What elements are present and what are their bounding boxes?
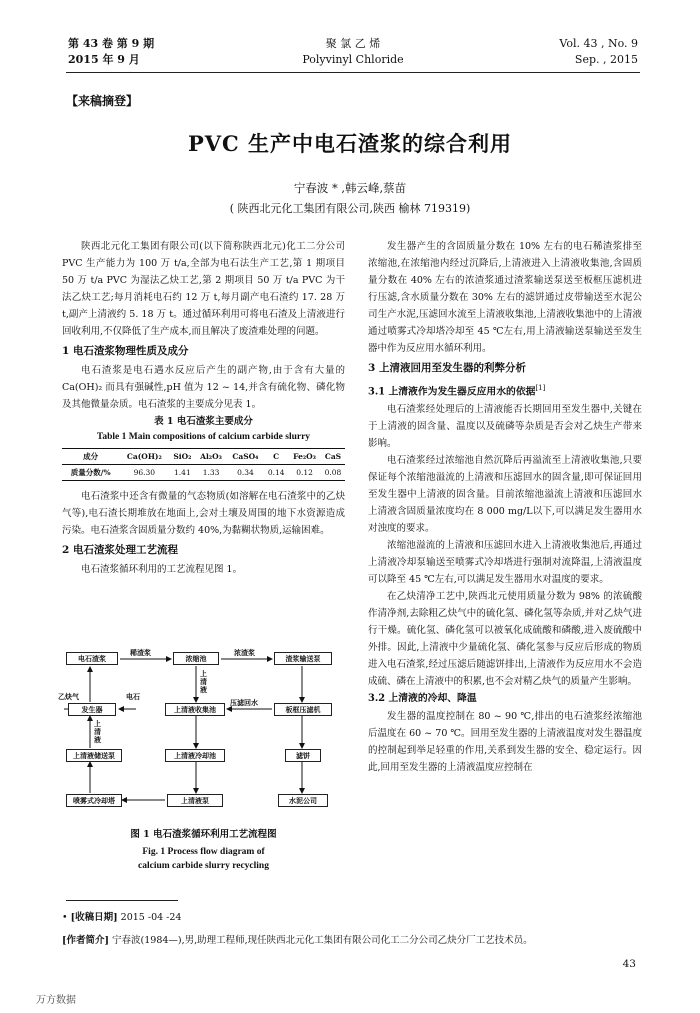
flow-box-filter-cake: 滤饼 <box>285 749 321 762</box>
footnote-rule <box>66 900 178 901</box>
table-cell: 96.30 <box>119 465 169 481</box>
received-date: 2015 -04 -24 <box>120 912 182 923</box>
flow-label-return: 上清液 <box>94 719 101 744</box>
process-flow-diagram <box>58 648 344 824</box>
article-category: 【来稿摘登】 <box>66 94 139 108</box>
right-paragraph-4: 浓缩池溢流的上清液和压滤回水进入上清液收集池后,再通过上清液冷却泵输送至喷雾式冷却塔进行强制对流降温,上清液温度可以降至 45 ℃左右,可以满足发生器用水对温度的要求。 <box>368 540 642 586</box>
footnote-received: • [收稿日期] 2015 -04 -24 <box>62 912 182 923</box>
flow-box-clear-pump: 上清液泵 <box>167 794 223 807</box>
table-header-cell: 成分 <box>62 449 119 465</box>
right-paragraph-3: 电石渣浆经过浓缩池自然沉降后再溢流至上清液收集池,只要保证每个浓缩池溢流的上清液和压滤回水的固含量,即可保证回用至发生器中上清液的固含量。目前浓缩池溢流上清液和压滤回水上清液含固质量浓度均在 8 000 mg/L以下,可以满足发生器用水对浊度的要求。 <box>368 455 642 535</box>
figure-1-caption-en-line-1: Fig. 1 Process flow diagram of <box>142 847 265 857</box>
table-header-cell: Ca(OH)₂ <box>119 449 169 465</box>
composition-table <box>62 448 345 481</box>
table-cell: 0.14 <box>264 465 288 481</box>
table-1-caption-cn: 表 1 电石渣浆主要成分 <box>154 416 253 427</box>
journal-name-cn: 聚 氯 乙 烯 <box>325 37 381 50</box>
flow-label-dilute: 稀渣浆 <box>130 648 151 657</box>
left-column <box>62 238 345 578</box>
section-1-heading: 1 电石渣浆物理性质及成分 <box>62 345 189 357</box>
flow-label-acetylene: 乙炔气 <box>58 692 79 701</box>
flow-box-slurry-pump: 渣浆输送泵 <box>274 652 332 665</box>
reference-marker: [1] <box>535 384 546 392</box>
footnote-author <box>62 933 533 948</box>
section-3-heading: 3 上清液回用至发生器的利弊分析 <box>368 362 526 374</box>
section-2-paragraph-1: 电石渣浆循环利用的工艺流程见图 1。 <box>81 564 243 575</box>
figure-1-caption-en <box>62 845 345 873</box>
page-number: 43 <box>622 958 636 970</box>
flow-label-press-return: 压滤回水 <box>230 698 258 707</box>
table-header-cell: Fe₂O₃ <box>288 449 321 465</box>
flow-box-generator: 发生器 <box>68 703 116 716</box>
section-1-paragraph-2: 电石渣浆中还含有微量的气态物质(如溶解在电石渣浆中的乙炔气等),电石渣长期堆放在地面上,会对土壤及周围的地下水资源造成污染。电石渣浆含固质量分数约 40%,为黏糊状物质,运输困难。 <box>62 491 345 536</box>
flow-box-slurry: 电石渣浆 <box>66 652 118 665</box>
table-header-cell: CaS <box>321 449 345 465</box>
journal-name-en: Polyvinyl Chloride <box>302 53 404 66</box>
section-3-1-heading <box>368 379 642 401</box>
table-cell: 1.33 <box>195 465 226 481</box>
table-cell: 0.12 <box>288 465 321 481</box>
volume-issue-en: Vol. 43 , No. 9 <box>559 37 638 50</box>
right-paragraph-1: 发生器产生的含固质量分数在 10% 左右的电石稀渣浆排至浓缩池,在浓缩池内经过沉降后,上清液进入上清液收集池,含固质量分数在 40% 左右的浓渣浆通过渣浆输送泵送至板框压滤机进行压滤,含水质量分数在 30% 左右的滤饼通过皮带输送至水泥公司生产水泥,压滤回水流至上清液收集池,上清液收集池中的上清液通过喷雾式冷却塔冷却至 45 ℃左右,用上清液输送泵输送至发生器中作为反应用水循环利用。 <box>368 241 642 354</box>
header-right <box>559 36 638 68</box>
right-column <box>368 238 642 776</box>
author-label: [作者简介] <box>62 935 109 946</box>
right-paragraph-6: 发生器的温度控制在 80 ~ 90 ℃,排出的电石渣浆经浓缩池后温度在 60 ~ 70 ℃。回用至发生器的上清液温度对发生器温度的控制起到举足轻重的作用,关系到发生器的安全、稳定运行。因此,回用至发生器的上清液温度应控制在 <box>368 711 642 774</box>
flow-box-clear-tank: 上清液储送泵 <box>66 749 122 762</box>
flow-box-cement-company: 水泥公司 <box>278 794 328 807</box>
table-row-label: 质量分数/% <box>62 465 119 481</box>
table-cell: 1.41 <box>169 465 195 481</box>
table-header-cell: SiO₂ <box>169 449 195 465</box>
section-2-heading: 2 电石渣浆处理工艺流程 <box>62 544 178 556</box>
article-title: PVC 生产中电石渣浆的综合利用 <box>187 131 513 156</box>
table-header-row <box>62 449 345 465</box>
watermark-text: 万方数据 <box>36 995 76 1006</box>
table-header-cell: C <box>264 449 288 465</box>
flow-label-overflow: 上清液 <box>200 669 207 694</box>
table-cell: 0.08 <box>321 465 345 481</box>
flow-label-thick: 浓渣浆 <box>234 648 255 657</box>
header-rule <box>66 72 640 73</box>
table-1-caption-en: Table 1 Main compositions of calcium carbide slurry <box>96 432 311 442</box>
right-paragraph-5: 在乙炔清净工艺中,陕西北元使用质量分数为 98% 的浓硫酸作清净剂,去除粗乙炔气中的硫化氢、磷化氢等杂质,并对乙炔气进行干燥。硫化氢、磷化氢可以被氧化成硫酸和磷酸,进入废硫酸中外排。因此,上清液中少量硫化氢、磷化氢参与反应后形成的物质进入电石渣浆,经过压滤后随滤饼排出,上清液作为反应用水不会造成硫、磷在上清液中的积累,也不会对精乙炔气的质量产生影响。 <box>368 591 642 688</box>
flow-box-spray-tower: 喷雾式冷却塔 <box>66 794 122 807</box>
issue-date-en: Sep. , 2015 <box>574 53 638 66</box>
article-affiliation: ( 陕西北元化工集团有限公司,陕西 榆林 719319) <box>229 202 471 215</box>
right-paragraph-2: 电石渣浆经处理后的上清液能否长期回用至发生器中,关键在于上清液的固含量、温度以及硫磷等杂质是否会对乙炔生产带来影响。 <box>368 404 642 450</box>
flow-box-thickener: 浓缩池 <box>173 652 219 665</box>
header-center <box>68 36 638 68</box>
intro-paragraph: 陕西北元化工集团有限公司(以下简称陕西北元)化工二分公司 PVC 生产能力为 100 万 t/a,全部为电石法生产工艺,第 1 期项目 50 万 t/a PVC 为湿法乙炔工艺,第 2 期项目 50 万 t/a PVC 为干法乙炔工艺;每月消耗电石约 12 万 t,每月副产电石渣约 17. 28 万 t,副产上清液约 5. 18 万 t。通过循环利用可将电石渣及上清液进行回收利用,不仅降低了生产成本,而且解决了废渣难处理的问题。 <box>62 241 345 337</box>
table-cell: 0.34 <box>227 465 264 481</box>
table-row <box>62 465 345 481</box>
author-bio: 宁春波(1984—),男,助理工程师,现任陕西北元化工集团有限公司化工二分公司乙炔分厂工艺技术员。 <box>112 935 533 946</box>
section-3-2-heading: 3.2 上清液的冷却、降温 <box>368 693 477 705</box>
flow-box-cooling-pool: 上清液冷却池 <box>165 749 225 762</box>
volume-issue: 第 43 卷 第 9 期 <box>68 37 155 50</box>
table-header-cell: Al₂O₃ <box>195 449 226 465</box>
issue-date: 2015 年 9 月 <box>68 53 140 66</box>
flow-label-carbide: 电石 <box>126 692 140 701</box>
figure-1-caption-cn: 图 1 电石渣浆循环利用工艺流程图 <box>130 829 277 840</box>
article-authors: 宁春波 * ,韩云峰,蔡苗 <box>293 181 407 195</box>
figure-1-caption-en-line-2: calcium carbide slurry recycling <box>138 861 269 871</box>
flow-box-collect-pool: 上清液收集池 <box>165 703 225 716</box>
section-1-paragraph-1: 电石渣浆是电石遇水反应后产生的副产物,由于含有大量的 Ca(OH)₂ 而具有强碱性,pH 值为 12 ~ 14,并含有硫化物、磷化物及其他微量杂质。电石渣浆的主要成分见表 1。 <box>62 365 345 410</box>
section-3-1-title: 3.1 上清液作为发生器反应用水的依据 <box>368 386 536 398</box>
flow-box-filter-press: 板框压滤机 <box>274 703 332 716</box>
table-header-cell: CaSO₄ <box>227 449 264 465</box>
received-label: [收稿日期] <box>70 912 118 923</box>
